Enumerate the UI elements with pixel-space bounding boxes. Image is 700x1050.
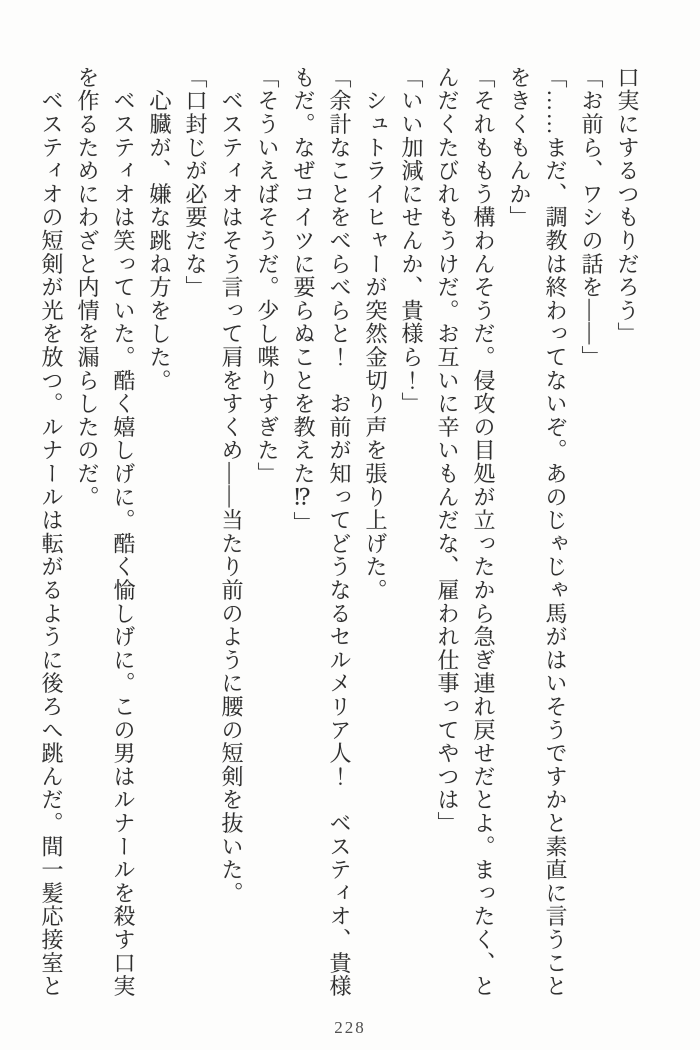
text-line: ベスティオの短剣が光を放つ。ルナールは転がるように後ろへ跳んだ。間一髪応接室と xyxy=(39,66,64,998)
text-line: んだくたびれもうけだ。お互いに辛いもんだな、雇われ仕事ってやつは」 xyxy=(435,66,460,835)
text-line: 心臓が、嫌な跳ね方をした。 xyxy=(147,66,172,393)
text-line: 口実にするつもりだろう」 xyxy=(615,66,640,346)
text-line: もだ。なぜコイツに要らぬことを教えた⁉」 xyxy=(291,66,316,535)
text-line: を作るためにわざと内情を漏らしたのだ。 xyxy=(75,66,100,509)
text-line: シュトライヒャーが突然金切り声を張り上げた。 xyxy=(363,66,388,602)
text-line: 「余計なことをべらべらと！ お前が知ってどうなるセルメリア人！ ベスティオ、貴様 xyxy=(327,66,352,998)
text-line: 「いい加減にせんか、貴様ら！」 xyxy=(399,66,424,416)
text-line: ベスティオはそう言って肩をすくめ――当たり前のように腰の短剣を抜いた。 xyxy=(219,66,244,905)
text-line: ベスティオは笑っていた。酷く嬉しげに。酷く愉しげに。この男はルナールを殺す口実 xyxy=(111,66,136,998)
text-line: 「お前ら、ワシの話を――」 xyxy=(579,66,604,369)
text-line: 「口封じが必要だな」 xyxy=(183,66,208,299)
text-line: 「それももう構わんそうだ。侵攻の目処が立ったから急ぎ連れ戻せだとよ。まったく、と xyxy=(471,66,496,998)
vertical-text-block xyxy=(33,66,645,1004)
text-line: 「……まだ、調教は終わってないぞ。あのじゃじゃ馬がはいそうですかと素直に言うこと xyxy=(543,66,568,998)
text-line: をきくもんか」 xyxy=(507,66,532,230)
text-line: 「そういえばそうだ。少し喋りすぎた」 xyxy=(255,66,280,486)
page-number: 228 xyxy=(334,1018,366,1037)
